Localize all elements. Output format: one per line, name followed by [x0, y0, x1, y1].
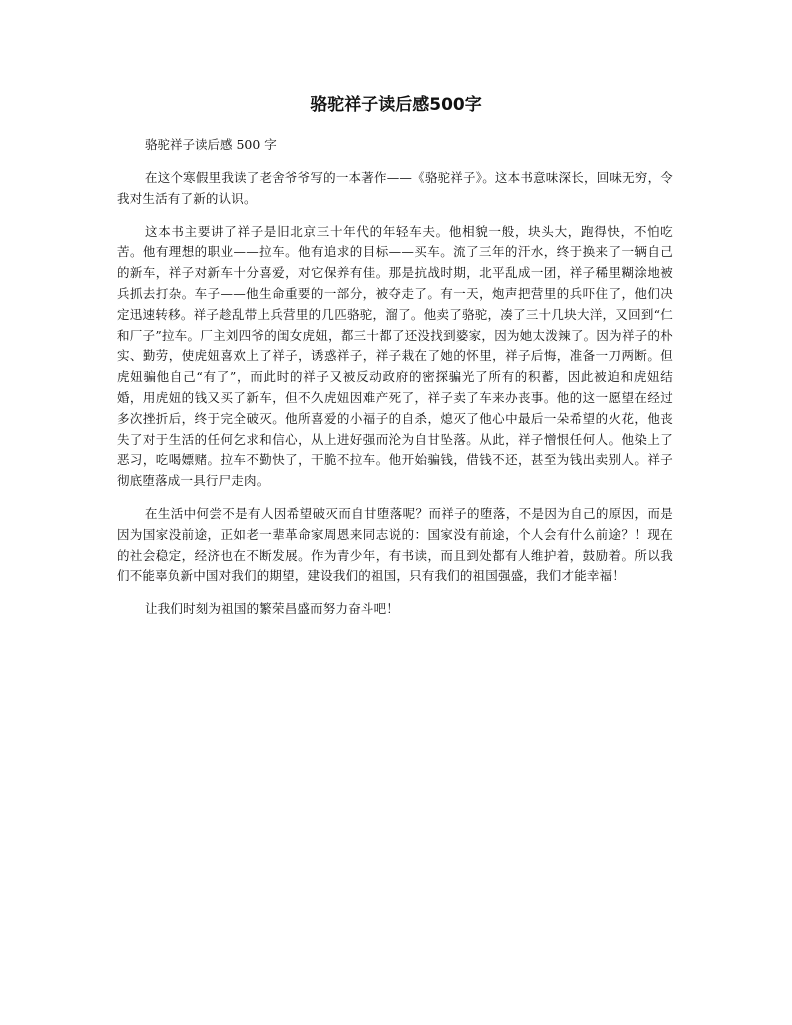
- document-body: [117, 168, 673, 632]
- paragraph-plot-summary: 这本书主要讲了祥子是旧北京三十年代的年轻车夫。他相貌一般，块头大，跑得快，不怕吃苦。他有理想的职业——拉车。他有追求的目标——买车。流了三年的汗水，终于换来了一辆自己的新车，祥子对新车十分喜爱，对它保养有佳。那是抗战时期，北平乱成一团，祥子稀里糊涂地被兵抓去打杂。车子——他生命重要的一部分，被夺走了。有一天，炮声把营里的兵吓住了，他们决定迅速转移。祥子趁乱带上兵营里的几匹骆驼，溜了。他卖了骆驼，凑了三十几块大洋，又回到“仁和厂子”拉车。厂主刘四爷的闺女虎妞，都三十都了还没找到婆家，因为她太泼辣了。因为祥子的朴实、勤劳，使虎妞喜欢上了祥子，诱惑祥子，祥子栽在了她的怀里，祥子后悔，准备一刀两断。但虎妞骗他自己“有了”，而此时的祥子又被反动政府的密探骗光了所有的积蓄，因此被迫和虎妞结婚，用虎妞的钱又买了新车，但不久虎妞因难产死了，祥子卖了车来办丧事。他的这一愿望在经过多次挫折后，终于完全破灭。他所喜爱的小福子的自杀，熄灭了他心中最后一朵希望的火花，他丧失了对于生活的任何乞求和信心，从上进好强而沦为自甘坠落。从此，祥子憎恨任何人。他染上了恶习，吃喝嫖赌。拉车不勤快了，干脆不拉车。他开始骗钱，借钱不还，甚至为钱出卖别人。祥子彻底堕落成一具行尸走肉。: [117, 223, 673, 489]
- paragraph-reflection: 在生活中何尝不是有人因希望破灭而自甘堕落呢？而祥子的堕落，不是因为自己的原因，而是因为国家没前途，正如老一辈革命家周恩来同志说的：国家没有前途，个人会有什么前途？！现在的社会稳定，经济也在不断发展。作为青少年，有书读，而且到处都有人维护着，鼓励着。所以我们不能辜负新中国对我们的期望，建设我们的祖国，只有我们的祖国强盛，我们才能幸福！: [117, 505, 673, 584]
- document-subtitle: 骆驼祥子读后感 500 字: [145, 137, 277, 152]
- document-title: 骆驼祥子读后感500字: [310, 95, 482, 115]
- paragraph-intro: 在这个寒假里我读了老舍爷爷写的一本著作——《骆驼祥子》。这本书意味深长，回味无穷，令我对生活有了新的认识。: [117, 170, 673, 206]
- paragraph-conclusion: 让我们时刻为祖国的繁荣昌盛而努力奋斗吧！: [145, 601, 400, 617]
